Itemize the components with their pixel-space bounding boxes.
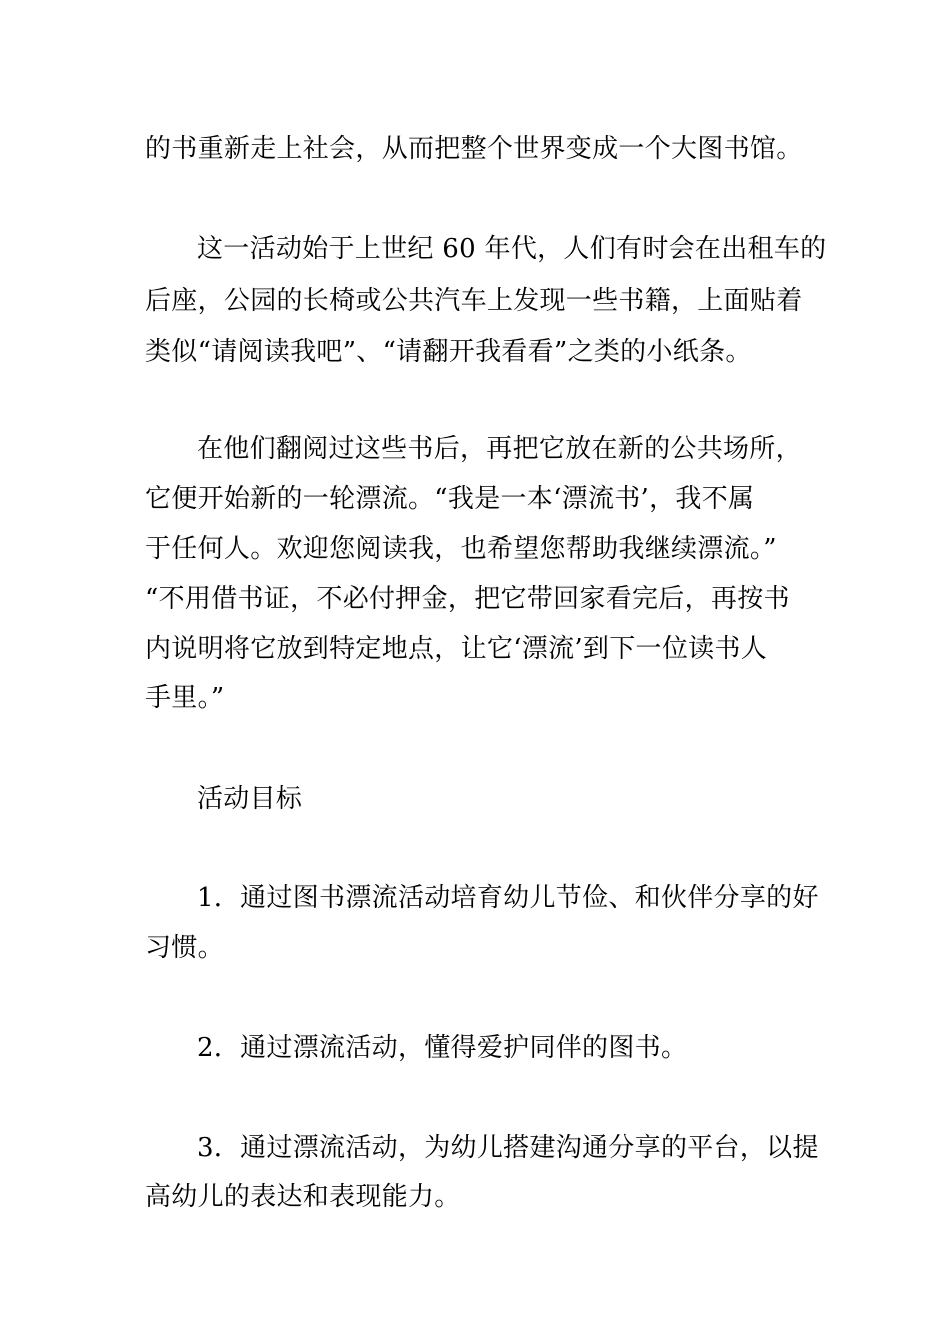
paragraph-3-line-4: “不用借书证，不必付押金，把它带回家看完后，再按书 — [145, 584, 790, 614]
goal-1-line-1: 1．通过图书漂流活动培育幼儿节俭、和伙伴分享的好 — [197, 883, 819, 913]
goal-3-line-1: 3．通过漂流活动，为幼儿搭建沟通分享的平台，以提 — [197, 1133, 819, 1163]
goal-3-line-2: 高幼儿的表达和表现能力。 — [145, 1182, 461, 1212]
paragraph-3-line-2: 它便开始新的一轮漂流。“我是一本‘漂流书’，我不属 — [145, 484, 755, 514]
paragraph-2-line-2: 后座，公园的长椅或公共汽车上发现一些书籍，上面贴着 — [145, 286, 803, 316]
goal-2-line-1: 2．通过漂流活动，懂得爱护同伴的图书。 — [197, 1033, 688, 1063]
paragraph-3-line-6: 手里。” — [145, 683, 225, 713]
paragraph-2-line-3: 类似“请阅读我吧”、“请翻开我看看”之类的小纸条。 — [145, 337, 752, 367]
goal-1-line-2: 习惯。 — [145, 933, 224, 963]
paragraph-1-line-1: 的书重新走上社会，从而把整个世界变成一个大图书馆。 — [145, 134, 803, 164]
paragraph-3-line-5: 内说明将它放到特定地点，让它‘漂流’到下一位读书人 — [145, 634, 768, 664]
paragraph-2-line-1: 这一活动始于上世纪 60 年代，人们有时会在出租车的 — [197, 234, 827, 264]
paragraph-3-line-3: 于任何人。欢迎您阅读我，也希望您帮助我继续漂流。” — [145, 534, 777, 564]
paragraph-3-line-1: 在他们翻阅过这些书后，再把它放在新的公共场所， — [197, 434, 802, 464]
section-heading: 活动目标 — [197, 784, 303, 814]
